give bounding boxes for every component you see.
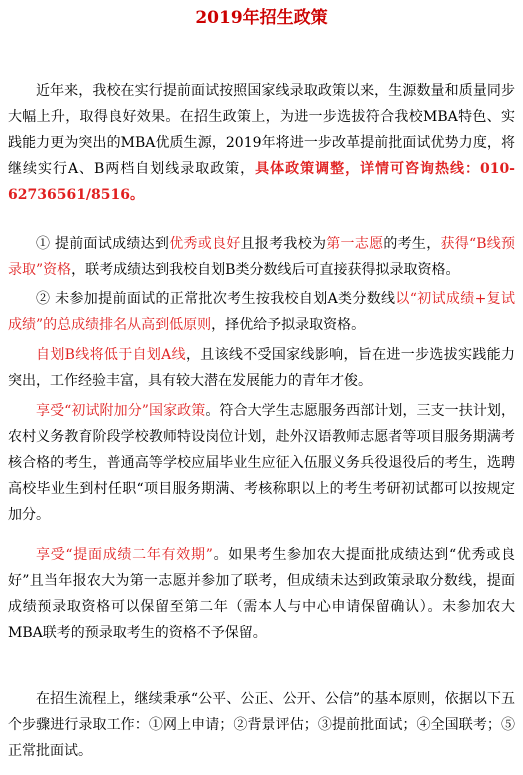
text-run: ① 提前面试成绩达到 xyxy=(36,236,170,252)
document-title: 2019年招生政策 xyxy=(195,8,328,28)
policy-item-1 xyxy=(8,231,515,283)
highlight-run: 获得“B线预录取”资格 xyxy=(8,236,516,278)
text-run: ，择优给予拟录取资格。 xyxy=(211,317,366,333)
validity-paragraph xyxy=(8,542,515,646)
intro-text: 近年来，我校在实行提前面试按照国家线录取政策以来，生源数量和质量同步大幅上升，取得良好效果。在招生政策上，为进一步选拔符合我校MBA特色、实践能力更为突出的MBA优质生源，2019年将进一步改革提前批面试优势力度，将继续实行A、B两档自划线录取政策， xyxy=(8,83,515,177)
highlight-run: 享受“初试附加分”国家政策 xyxy=(36,403,206,419)
text-run: ，且该线不受国家线影响，旨在进一步选拔实践能力突出，工作经验丰富，具有较大潜在发展能力的青年才俊。 xyxy=(8,347,515,389)
text-run: 。符合大学生志愿服务西部计划，三支一扶计划，农村义务教育阶段学校教师特设岗位计划，赴外汉语教师志愿者等项目服务期满考核合格的考生，普通高等学校应届毕业生应征入伍服义务兵役退役后的考生，选聘高校毕业生到村任职“项目服务期满、考核称职以上的考生考研初试都可以按规定加分。 xyxy=(8,403,515,523)
intro-paragraph xyxy=(8,78,515,208)
text-run: ，联考成绩达到我校自划B类分数线后可直接获得拟录取资格。 xyxy=(71,262,460,278)
highlight-run: 第一志愿 xyxy=(326,236,384,252)
b-line-paragraph xyxy=(8,342,515,394)
text-run: ② 未参加提前面试的正常批次考生按我校自划A类分数线 xyxy=(36,291,396,307)
process-paragraph xyxy=(8,686,515,764)
text-run: 的考生， xyxy=(383,236,441,252)
highlight-run: 优秀或良好 xyxy=(169,236,241,252)
text-run: 且报考我校为 xyxy=(240,236,327,252)
highlight-run: 享受“提面成绩二年有效期” xyxy=(36,547,213,563)
policy-item-2 xyxy=(8,286,515,338)
bonus-points-paragraph xyxy=(8,398,515,528)
text-run: 。如果考生参加农大提面批成绩达到“优秀或良好”且当年报农大为第一志愿并参加了联考，但成绩未达到政策录取分数线，提面成绩预录取资格可以保留至第二年（需本人与中心申请保留确认）。未参加农大MBA联考的预录取考生的资格不予保留。 xyxy=(8,547,515,641)
text-run: 在招生流程上，继续秉承“公平、公正、公开、公信”的基本原则，依据以下五个步骤进行录取工作：①网上申请；②背景评估；③提前批面试；④全国联考；⑤正常批面试。 xyxy=(8,691,515,759)
hotline-highlight: 具体政策调整，详情可咨询热线：010-62736561/8516。 xyxy=(8,161,515,203)
highlight-run: 自划B线将低于自划A线 xyxy=(36,347,186,363)
highlight-run: 以“初试成绩+复试成绩”的总成绩排名从高到低原则 xyxy=(8,291,515,333)
